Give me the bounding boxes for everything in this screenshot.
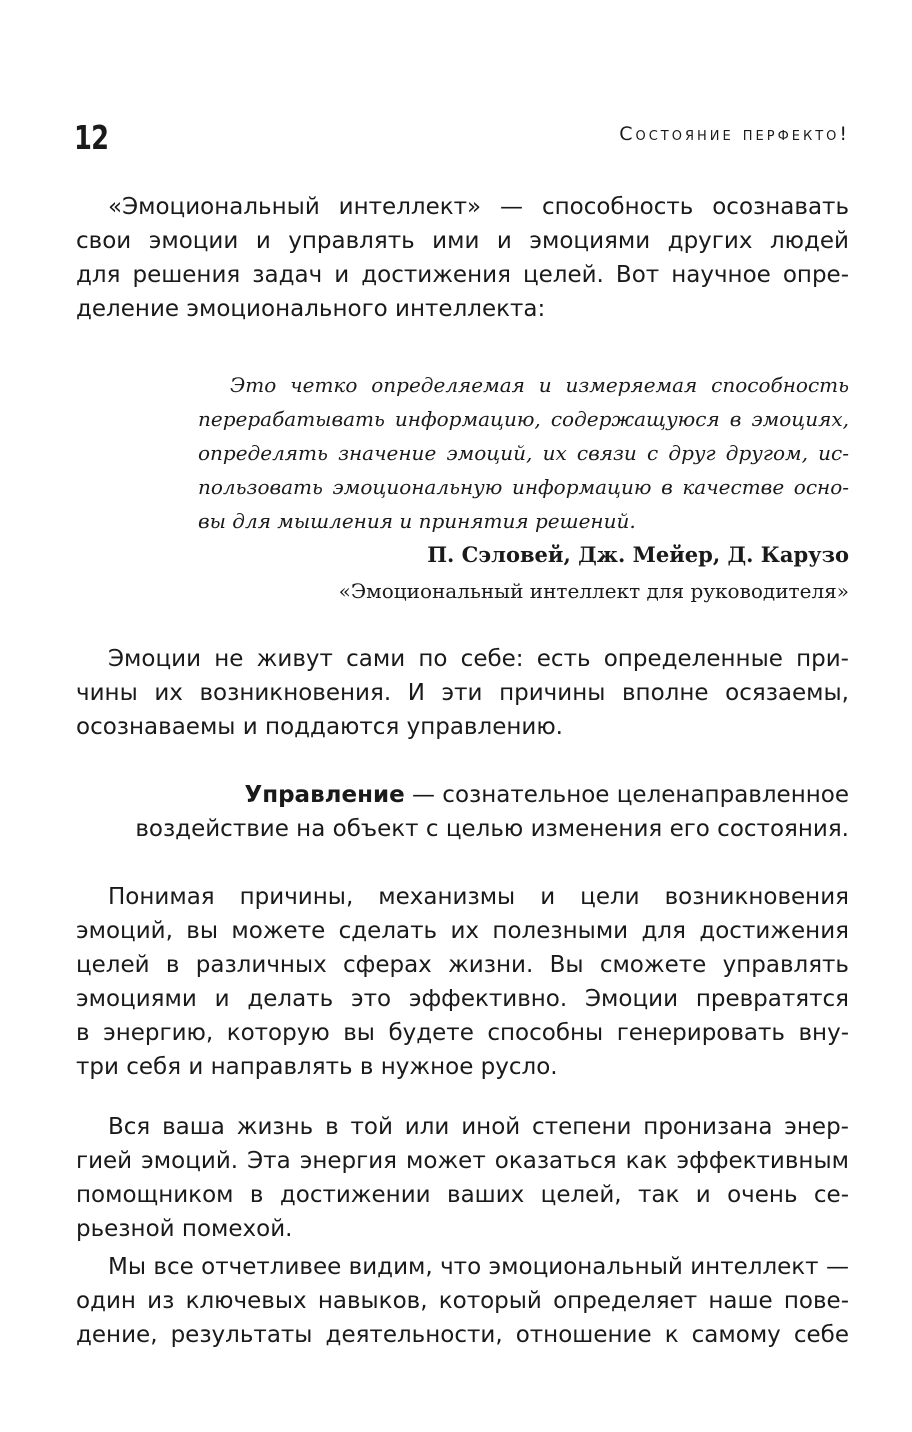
text-line: деление эмоционального интеллекта: (76, 296, 546, 322)
text-line: целей в различных сферах жизни. Вы сможете управлять (76, 952, 849, 978)
text-line: «Эмоциональный интеллект» — способность осознавать (108, 194, 849, 220)
definition-text: — сознательное целенаправленное (404, 782, 849, 808)
text-line: помощником в достижении ваших целей, так и очень се- (76, 1182, 849, 1208)
text-line: три себя и направлять в нужное русло. (76, 1054, 558, 1080)
running-header-title: Состояние перфекто! (619, 123, 850, 145)
text-line: Мы все отчетливее видим, что эмоциональный интеллект — (108, 1254, 849, 1280)
text-line: дение, результаты деятельности, отношение к самому себе (76, 1322, 849, 1348)
text-line: эмоциями и делать это эффективно. Эмоции превратятся (76, 986, 849, 1012)
text-line: эмоций, вы можете сделать их полезными для достижения (76, 918, 849, 944)
text-line: Понимая причины, механизмы и цели возникновения (108, 884, 849, 910)
text-line: гией эмоций. Эта энергия может оказаться как эффективным (76, 1148, 849, 1174)
quote-line: вы для мышления и принятия решений. (198, 509, 636, 533)
text-line: для решения задач и достижения целей. Вот научное опре- (76, 262, 849, 288)
text-line: осознаваемы и поддаются управлению. (76, 714, 563, 740)
text-line: чины их возникновения. И эти причины вполне осязаемы, (76, 680, 849, 706)
text-line: Вся ваша жизнь в той или иной степени пронизана энер- (108, 1114, 849, 1140)
definition-term: Управление (244, 782, 405, 808)
text-line: в энергию, которую вы будете способны генерировать вну- (76, 1020, 849, 1046)
quote-author: П. Сэловей, Дж. Мейер, Д. Карузо (427, 542, 849, 567)
quote-line: Это четко определяемая и измеряемая способность (230, 373, 849, 397)
quote-source: «Эмоциональный интеллект для руководителя» (338, 579, 849, 603)
text-line: один из ключевых навыков, который определяет наше пове- (76, 1288, 849, 1314)
text-line: рьезной помехой. (76, 1216, 293, 1242)
text-line: Эмоции не живут сами по себе: есть определенные при- (108, 646, 849, 672)
quote-line: определять значение эмоций, их связи с друг другом, ис- (198, 441, 849, 465)
quote-line: пользовать эмоциональную информацию в качестве осно- (198, 475, 849, 499)
definition-line (244, 778, 849, 812)
page-number: 12 (74, 118, 109, 157)
definition-line: воздействие на объект с целью изменения его состояния. (135, 816, 849, 842)
text-line: свои эмоции и управлять ими и эмоциями других людей (76, 228, 849, 254)
quote-line: перерабатывать информацию, содержащуюся в эмоциях, (198, 407, 849, 431)
